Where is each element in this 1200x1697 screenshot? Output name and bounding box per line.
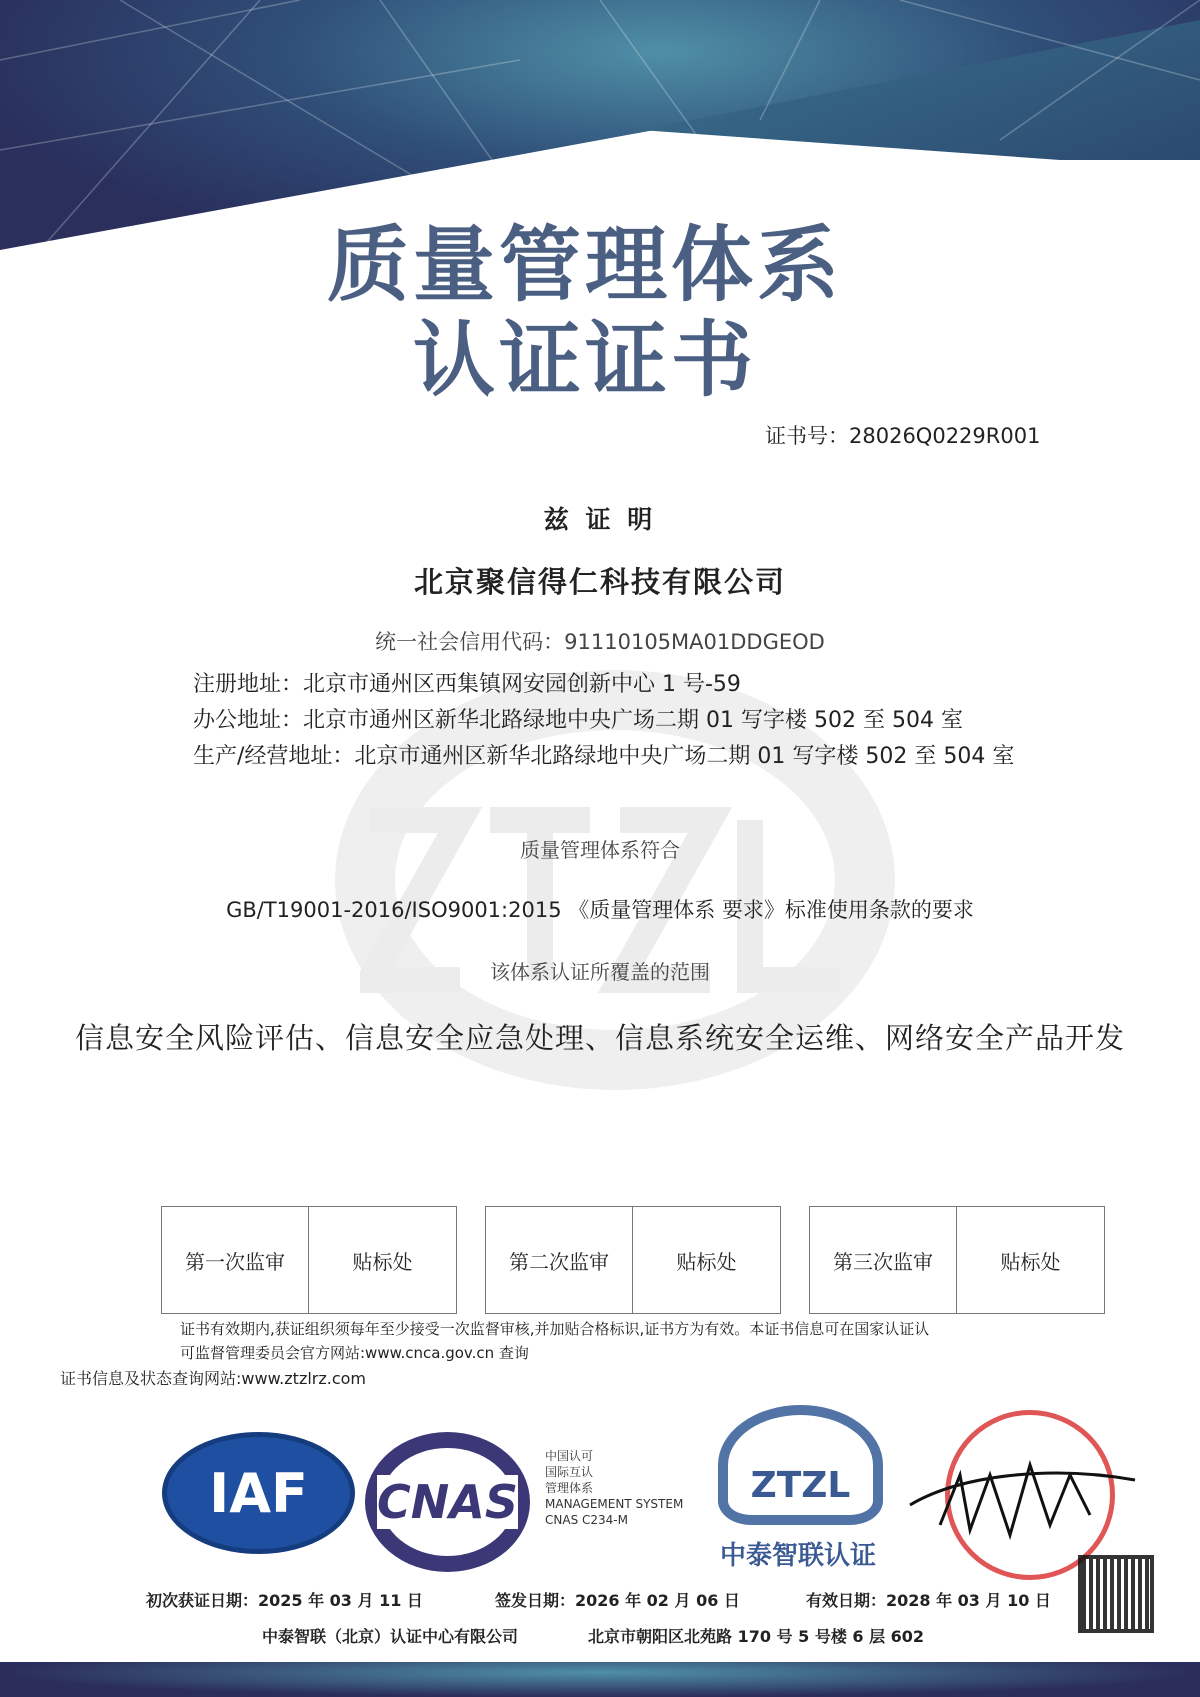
sticker-area: 贴标处	[352, 1249, 413, 1274]
attest-heading: 兹 证 明	[543, 505, 657, 534]
qr-code	[1078, 1555, 1154, 1633]
cnas-logo: CNAS	[365, 1432, 530, 1572]
ztzl-name: 中泰智联认证	[720, 1541, 877, 1571]
issuer-address: 北京市朝阳区北苑路 170 号 5 号楼 6 层 602	[588, 1627, 925, 1646]
standard-text: GB/T19001-2016/ISO9001:2015 《质量管理体系 要求》标准使用条款的要求	[226, 898, 974, 922]
audit-box-2	[485, 1206, 781, 1314]
audit-box-1	[161, 1206, 457, 1314]
cnas-text: 中国认可 国际互认 管理体系 MANAGEMENT SYSTEM CNAS C234-M	[545, 1449, 684, 1527]
audit-label: 第二次监审	[486, 1207, 633, 1313]
credit-code: 统一社会信用代码：91110105MA01DDGEOD	[375, 630, 825, 654]
sticker-area: 贴标处	[676, 1249, 737, 1274]
sticker-area: 贴标处	[1000, 1249, 1061, 1274]
title-line1: 质量管理体系	[326, 217, 843, 313]
audit-box-3	[809, 1206, 1105, 1314]
audit-label: 第一次监审	[162, 1207, 309, 1313]
footer-banner	[0, 1662, 1200, 1697]
production-address: 生产/经营地址：北京市通州区新华北路绿地中央广场二期 01 写字楼 502 至 504 室	[193, 744, 1015, 769]
issuer-name: 中泰智联（北京）认证中心有限公司	[262, 1627, 519, 1646]
expiry-date: 有效日期：2028 年 03 月 10 日	[806, 1591, 1051, 1610]
scope-label: 该体系认证所覆盖的范围	[490, 960, 710, 984]
initial-date: 初次获证日期：2025 年 03 月 11 日	[146, 1591, 423, 1610]
scope-text: 信息安全风险评估、信息安全应急处理、信息系统安全运维、网络安全产品开发	[74, 1021, 1125, 1055]
audit-label: 第三次监审	[810, 1207, 957, 1313]
registered-address: 注册地址：北京市通州区西集镇网安园创新中心 1 号-59	[193, 672, 741, 697]
conformity-label: 质量管理体系符合	[520, 838, 680, 862]
signature	[900, 1435, 1140, 1555]
validity-notice-2: 可监督管理委员会官方网站:www.cnca.gov.cn 查询	[180, 1344, 529, 1362]
certificate-number: 证书号：28026Q0229R001	[765, 424, 1041, 448]
company-name: 北京聚信得仁科技有限公司	[413, 565, 786, 599]
title-line2: 认证证书	[412, 312, 757, 408]
iaf-logo: IAF	[162, 1432, 355, 1554]
office-address: 办公地址：北京市通州区新华北路绿地中央广场二期 01 写字楼 502 至 504 室	[193, 708, 963, 733]
query-website: 证书信息及状态查询网站:www.ztzlrz.com	[60, 1369, 367, 1388]
ztzl-logo: ZTZL	[718, 1405, 883, 1525]
issue-date: 签发日期：2026 年 02 月 06 日	[495, 1591, 740, 1610]
validity-notice: 证书有效期内,获证组织须每年至少接受一次监督审核,并加贴合格标识,证书方为有效。本证书信息可在国家认证认	[180, 1320, 930, 1338]
